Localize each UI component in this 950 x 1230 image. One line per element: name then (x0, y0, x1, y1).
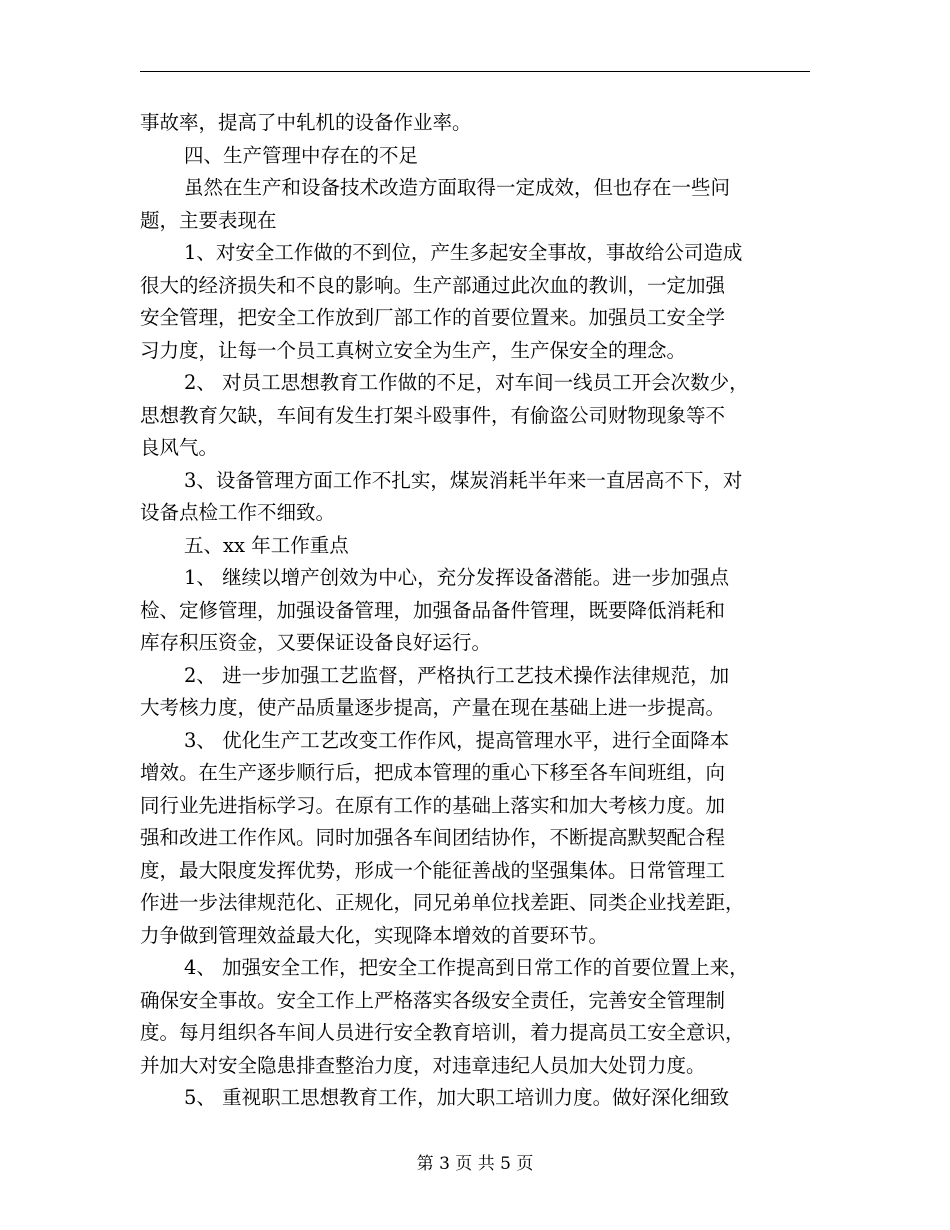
list-item: 2、 进一步加强工艺监督，严格执行工艺技术操作法律规范，加 (184, 663, 730, 687)
text-line: 确保安全事故。安全工作上严格落实各级安全责任，完善安全管理制 (140, 988, 726, 1012)
list-item: 5、 重视职工思想教育工作，加大职工培训力度。做好深化细致 (184, 1086, 730, 1109)
text-line: 题，主要表现在 (140, 208, 277, 232)
text-line: 虽然在生产和设备技术改造方面取得一定成效，但也存在一些问 (184, 176, 731, 199)
text-line: 良风气。 (140, 436, 219, 459)
text-line: 思想教育欠缺，车间有发生打架斗殴事件，有偷盗公司财物现象等不 (140, 403, 726, 427)
text-line: 设备点检工作不细致。 (140, 501, 336, 524)
text-line: 并加大对安全隐患排查整治力度，对违章违纪人员加大处罚力度。 (140, 1053, 706, 1077)
text-line: 事故率，提高了中轧机的设备作业率。 (140, 111, 472, 134)
list-item: 1、对安全工作做的不到位，产生多起安全事故，事故给公司造成 (184, 241, 743, 264)
text-line: 安全管理，把安全工作放到厂部工作的首要位置来。加强员工安全学 (140, 306, 726, 329)
list-item: 4、 加强安全工作，把安全工作提高到日常工作的首要位置上来， (184, 956, 749, 979)
header-rule (140, 71, 810, 72)
page-number: 第 3 页 共 5 页 (416, 1154, 534, 1174)
list-item: 2、 对员工思想教育工作做的不足，对车间一线员工开会次数少， (184, 371, 749, 394)
text-line: 强和改进工作作风。同时加强各车间团结协作，不断提高默契配合程 (140, 826, 726, 849)
text-line: 同行业先进指标学习。在原有工作的基础上落实和加大考核力度。加 (140, 793, 726, 817)
text-line: 习力度，让每一个员工真树立安全为生产，生产保安全的理念。 (140, 338, 687, 362)
list-item: 3、 优化生产工艺改变工作作风，提高管理水平，进行全面降本 (184, 728, 730, 752)
list-item: 1、 继续以增产创效为中心，充分发挥设备潜能。进一步加强点 (184, 566, 730, 589)
text-line: 检、定修管理，加强设备管理，加强备品备件管理，既要降低消耗和 (140, 598, 726, 622)
text-line: 库存积压资金，又要保证设备良好运行。 (140, 631, 492, 654)
text-line: 作进一步法律规范化、正规化，同兄弟单位找差距、同类企业找差距， (140, 891, 745, 914)
document-body (140, 107, 810, 1115)
text-line: 度，最大限度发挥优势，形成一个能征善战的坚强集体。日常管理工 (140, 858, 726, 882)
section-heading: 五、xx 年工作重点 (184, 533, 349, 557)
text-line: 很大的经济损失和不良的影响。生产部通过此次血的教训，一定加强 (140, 273, 726, 297)
text-line: 大考核力度，使产品质量逐步提高，产量在现在基础上进一步提高。 (140, 696, 726, 719)
text-line: 力争做到管理效益最大化，实现降本增效的首要环节。 (140, 923, 609, 947)
text-line: 度。每月组织各车间人员进行安全教育培训，着力提高员工安全意识， (140, 1021, 745, 1044)
text-line: 增效。在生产逐步顺行后，把成本管理的重心下移至各车间班组，向 (140, 761, 726, 784)
section-heading: 四、生产管理中存在的不足 (184, 143, 419, 167)
list-item: 3、设备管理方面工作不扎实，煤炭消耗半年来一直居高不下，对 (184, 468, 743, 492)
